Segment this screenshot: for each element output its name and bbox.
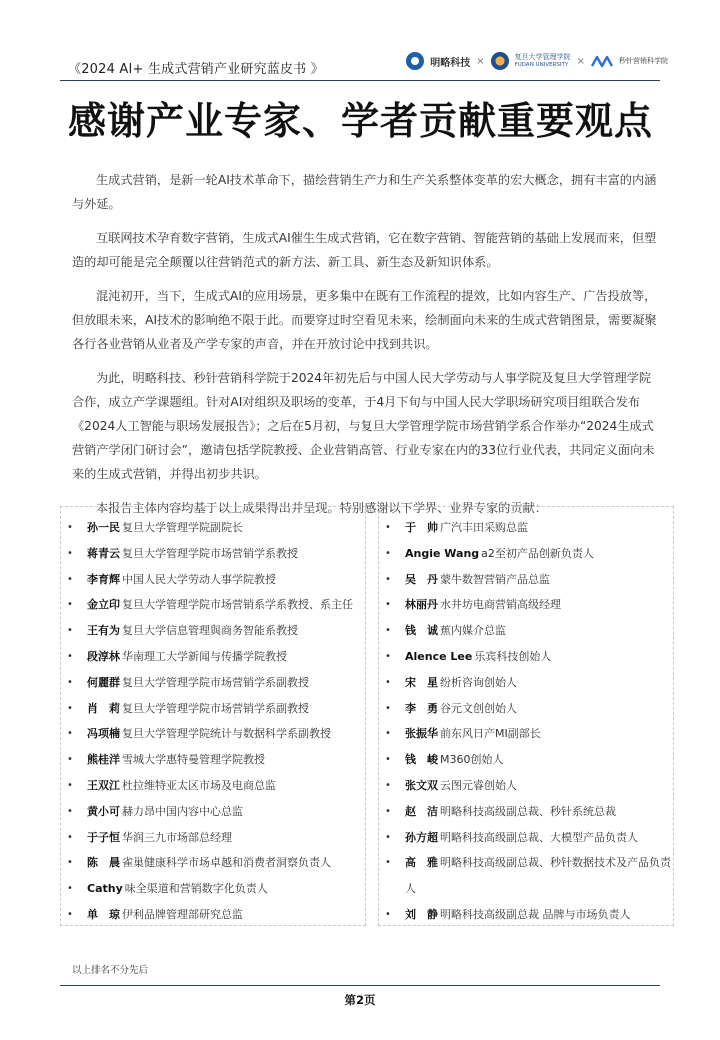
expert-role: 云图元睿创始人 — [440, 778, 517, 792]
expert-name: 于 帅 — [405, 521, 438, 534]
expert-name: Alence Lee — [405, 649, 473, 663]
miaozhen-logo-icon — [591, 54, 613, 68]
expert-name: 于子恒 — [87, 830, 120, 844]
expert-list-item — [379, 902, 673, 928]
expert-name: 李 勇 — [405, 701, 438, 715]
expert-name: 刘 静 — [405, 907, 438, 921]
bullet-icon: • — [67, 676, 73, 688]
intro-text — [72, 168, 658, 530]
expert-role: 蕉内媒介总监 — [440, 624, 506, 638]
expert-role: 复旦大学管理学院市场营销学系副教授 — [122, 701, 309, 715]
expert-list-item — [379, 592, 673, 618]
bullet-icon: • — [67, 522, 73, 533]
expert-name: 冯项楠 — [87, 727, 120, 741]
expert-name: 孙一民 — [87, 521, 120, 534]
bullet-icon: • — [385, 522, 391, 533]
header-divider — [60, 80, 660, 81]
bullet-icon: • — [67, 805, 73, 817]
expert-role: 明略科技高级副总裁 品牌与市场负责人 — [440, 907, 631, 921]
bullet-icon: • — [67, 702, 73, 714]
bullet-icon: • — [385, 754, 391, 766]
expert-role: 赫力昂中国内容中心总监 — [122, 804, 243, 818]
expert-role: 广汽丰田采购总监 — [440, 521, 528, 534]
expert-role: M360创始人 — [440, 753, 504, 767]
expert-list-item — [61, 541, 365, 567]
expert-list-item — [379, 696, 673, 722]
expert-role: 复旦大学管理学院统计与数据科学系副教授 — [122, 727, 331, 741]
expert-list-item — [379, 721, 673, 747]
expert-name: 王有为 — [87, 624, 120, 638]
expert-name: 段淳林 — [87, 649, 120, 663]
expert-name: 钱 峻 — [405, 753, 438, 767]
footer-divider — [60, 985, 660, 986]
expert-list-item — [379, 644, 673, 670]
bullet-icon: • — [67, 728, 73, 740]
expert-role: 伊利品牌管理部研究总监 — [122, 907, 243, 921]
expert-role: 雪城大学惠特曼管理学院教授 — [122, 753, 265, 767]
bullet-icon: • — [385, 547, 391, 559]
expert-name: 王双江 — [87, 778, 120, 792]
bullet-icon: • — [67, 754, 73, 766]
expert-name: 熊桂洋 — [87, 753, 120, 767]
expert-list-item — [61, 747, 365, 773]
expert-role: 明略科技高级副总裁、秒针数据技术及产品负责人 — [405, 856, 671, 896]
expert-list-item — [379, 567, 673, 593]
bullet-icon: • — [385, 831, 391, 843]
expert-list-item — [379, 850, 673, 902]
separator: × — [576, 55, 585, 67]
page-number: 第2页 — [344, 993, 376, 1007]
expert-role: 复旦大学管理学院市场营销学系教授 — [122, 546, 298, 560]
bullet-icon: • — [385, 857, 391, 869]
expert-list-item — [61, 825, 365, 851]
mininglamp-logo-text: 明略科技 — [430, 57, 471, 69]
expert-list-item — [379, 773, 673, 799]
expert-name: 赵 洁 — [405, 804, 438, 818]
expert-name: 孙方超 — [405, 830, 438, 844]
expert-list-item — [61, 902, 365, 928]
paragraph: 互联网技术孕育数字营销，生成式AI催生生成式营销，它在数字营销、智能营销的基础上发展而来，但塑造的却可能是完全颠覆以往营销范式的新方法、新工具、新生态及新知识体系。 — [72, 231, 657, 269]
mininglamp-logo-icon — [406, 52, 424, 70]
expert-name: 陈 晨 — [87, 856, 120, 870]
expert-list-item — [61, 799, 365, 825]
expert-name: 金立印 — [87, 598, 120, 612]
expert-role: a2至初产品创新负责人 — [481, 546, 594, 560]
expert-list-item — [61, 670, 365, 696]
expert-name: 张振华 — [405, 727, 438, 741]
expert-list-item — [61, 850, 365, 876]
expert-role: 谷元文创创始人 — [440, 701, 517, 715]
expert-role: 华南理工大学新闻与传播学院教授 — [122, 649, 287, 663]
expert-role: 复旦大学管理学院市场营销学系副教授 — [122, 675, 309, 689]
bullet-icon: • — [385, 573, 391, 585]
bullet-icon: • — [385, 702, 391, 714]
fudan-logo-icon — [491, 52, 509, 70]
partner-logos — [406, 52, 668, 70]
bullet-icon: • — [67, 573, 73, 585]
expert-list-left — [60, 506, 366, 926]
expert-name: 黄小可 — [87, 804, 120, 818]
bullet-icon: • — [385, 779, 391, 791]
expert-name: 肖 莉 — [87, 701, 120, 715]
expert-role: 纷析咨询创始人 — [440, 675, 517, 689]
expert-list-item — [61, 567, 365, 593]
report-title: 《2024 AI+ 生成式营销产业研究蓝皮书 》 — [68, 62, 324, 77]
ordering-note: 以上排名不分先后 — [72, 965, 149, 976]
expert-name: Cathy — [87, 882, 123, 896]
bullet-icon: • — [67, 908, 73, 920]
expert-name: 李育辉 — [87, 572, 120, 586]
expert-list-item — [379, 747, 673, 773]
expert-list-item — [61, 721, 365, 747]
expert-role: 明略科技高级副总裁、大模型产品负责人 — [440, 830, 638, 844]
paragraph: 为此，明略科技、秒针营销科学院于2024年初先后与中国人民大学劳动与人事学院及复旦大学管理学院合作，成立产学课题组。针对AI对组织及职场的变革，于4月下旬与中国人民大学职场研究项目组联合发布《2024人工智能与职场发展报告》；之后在5月初，与复旦大学管理学院市场营销学系合作举办“2024生成式营销产学闭门研讨会”，邀请包括学院教授、企业营销高管、行业专家在内的33位行业代表，共同定义面向未来的生成式营销，并得出初步共识。 — [72, 371, 655, 481]
expert-list-item — [379, 618, 673, 644]
bullet-icon: • — [67, 650, 73, 662]
bullet-icon: • — [385, 650, 391, 662]
expert-role: 乐宾科技创始人 — [474, 649, 552, 663]
expert-name: 吴 丹 — [405, 572, 438, 586]
expert-list-item — [379, 515, 673, 541]
expert-list-item — [61, 592, 365, 618]
expert-list-item — [379, 799, 673, 825]
expert-name: 宋 星 — [405, 675, 438, 689]
expert-name: 高 雅 — [405, 856, 438, 870]
bullet-icon: • — [67, 547, 73, 559]
expert-list-item — [61, 515, 365, 541]
miaozhen-logo-text: 秒针营销科学院 — [619, 57, 668, 65]
bullet-icon: • — [385, 805, 391, 817]
expert-list-item — [61, 618, 365, 644]
expert-role: 雀巢健康科学市场卓越和消费者洞察负责人 — [122, 856, 331, 870]
expert-role: 味全渠道和营销数字化负责人 — [124, 882, 268, 896]
bullet-icon: • — [67, 831, 73, 843]
expert-role: 华润三九市场部总经理 — [122, 830, 232, 844]
bullet-icon: • — [385, 625, 391, 637]
expert-name: 单 琼 — [87, 907, 120, 921]
bullet-icon: • — [67, 625, 73, 637]
expert-list-item — [379, 670, 673, 696]
paragraph: 本报告主体内容均基于以上成果得出并呈现。特别感谢以下学界、业界专家的贡献： — [96, 501, 547, 515]
bullet-icon: • — [67, 779, 73, 791]
expert-role: 明略科技高级副总裁、秒针系统总裁 — [440, 804, 616, 818]
expert-role: 复旦大学管理学院副院长 — [122, 521, 243, 534]
bullet-icon: • — [385, 728, 391, 740]
bullet-icon: • — [67, 883, 73, 895]
expert-name: 钱 诚 — [405, 624, 438, 638]
page-title: 感谢产业专家、学者贡献重要观点 — [68, 99, 654, 143]
separator: × — [476, 55, 485, 67]
bullet-icon: • — [385, 599, 391, 611]
expert-role: 复旦大学管理学院市场营销系学系教授、系主任 — [122, 598, 353, 612]
paragraph: 生成式营销，是新一轮AI技术革命下，描绘营销生产力和生产关系整体变革的宏大概念，拥有丰富的内涵与外延。 — [72, 173, 657, 211]
expert-role: 复旦大学信息管理與商务智能系教授 — [122, 624, 298, 638]
expert-role: 中国人民大学劳动人事学院教授 — [122, 572, 276, 586]
expert-list-item — [61, 696, 365, 722]
expert-role: 蒙牛数智营销产品总监 — [440, 572, 550, 586]
expert-list-item — [61, 644, 365, 670]
expert-name: Angie Wang — [405, 546, 480, 560]
expert-name: 林丽丹 — [405, 598, 438, 612]
fudan-logo-text: 复旦大学管理学院 FUDAN UNIVERSITY — [514, 53, 571, 68]
paragraph: 混沌初开，当下，生成式AI的应用场景，更多集中在既有工作流程的提效，比如内容生产、广告投放等，但放眼未来，AI技术的影响绝不限于此。而要穿过时空看见未来，绘制面向未来的生成式营销图景，需要凝聚各行各业营销从业者及产学专家的声音，并在开放讨论中找到共识。 — [72, 289, 657, 351]
bullet-icon: • — [385, 908, 391, 920]
expert-list-item — [379, 825, 673, 851]
expert-role: 水井坊电商营销高级经理 — [440, 598, 561, 612]
expert-role: 前东风日产MI副部长 — [440, 727, 541, 741]
expert-name: 张文双 — [405, 778, 438, 792]
expert-name: 何麗群 — [87, 675, 120, 689]
expert-list-item — [379, 541, 673, 567]
expert-name: 蒋青云 — [87, 546, 120, 560]
bullet-icon: • — [67, 857, 73, 869]
expert-list-item — [61, 876, 365, 902]
expert-role: 杜拉维特亚太区市场及电商总监 — [122, 778, 276, 792]
bullet-icon: • — [67, 599, 73, 611]
bullet-icon: • — [385, 676, 391, 688]
expert-list-right — [378, 506, 674, 926]
expert-list-item — [61, 773, 365, 799]
